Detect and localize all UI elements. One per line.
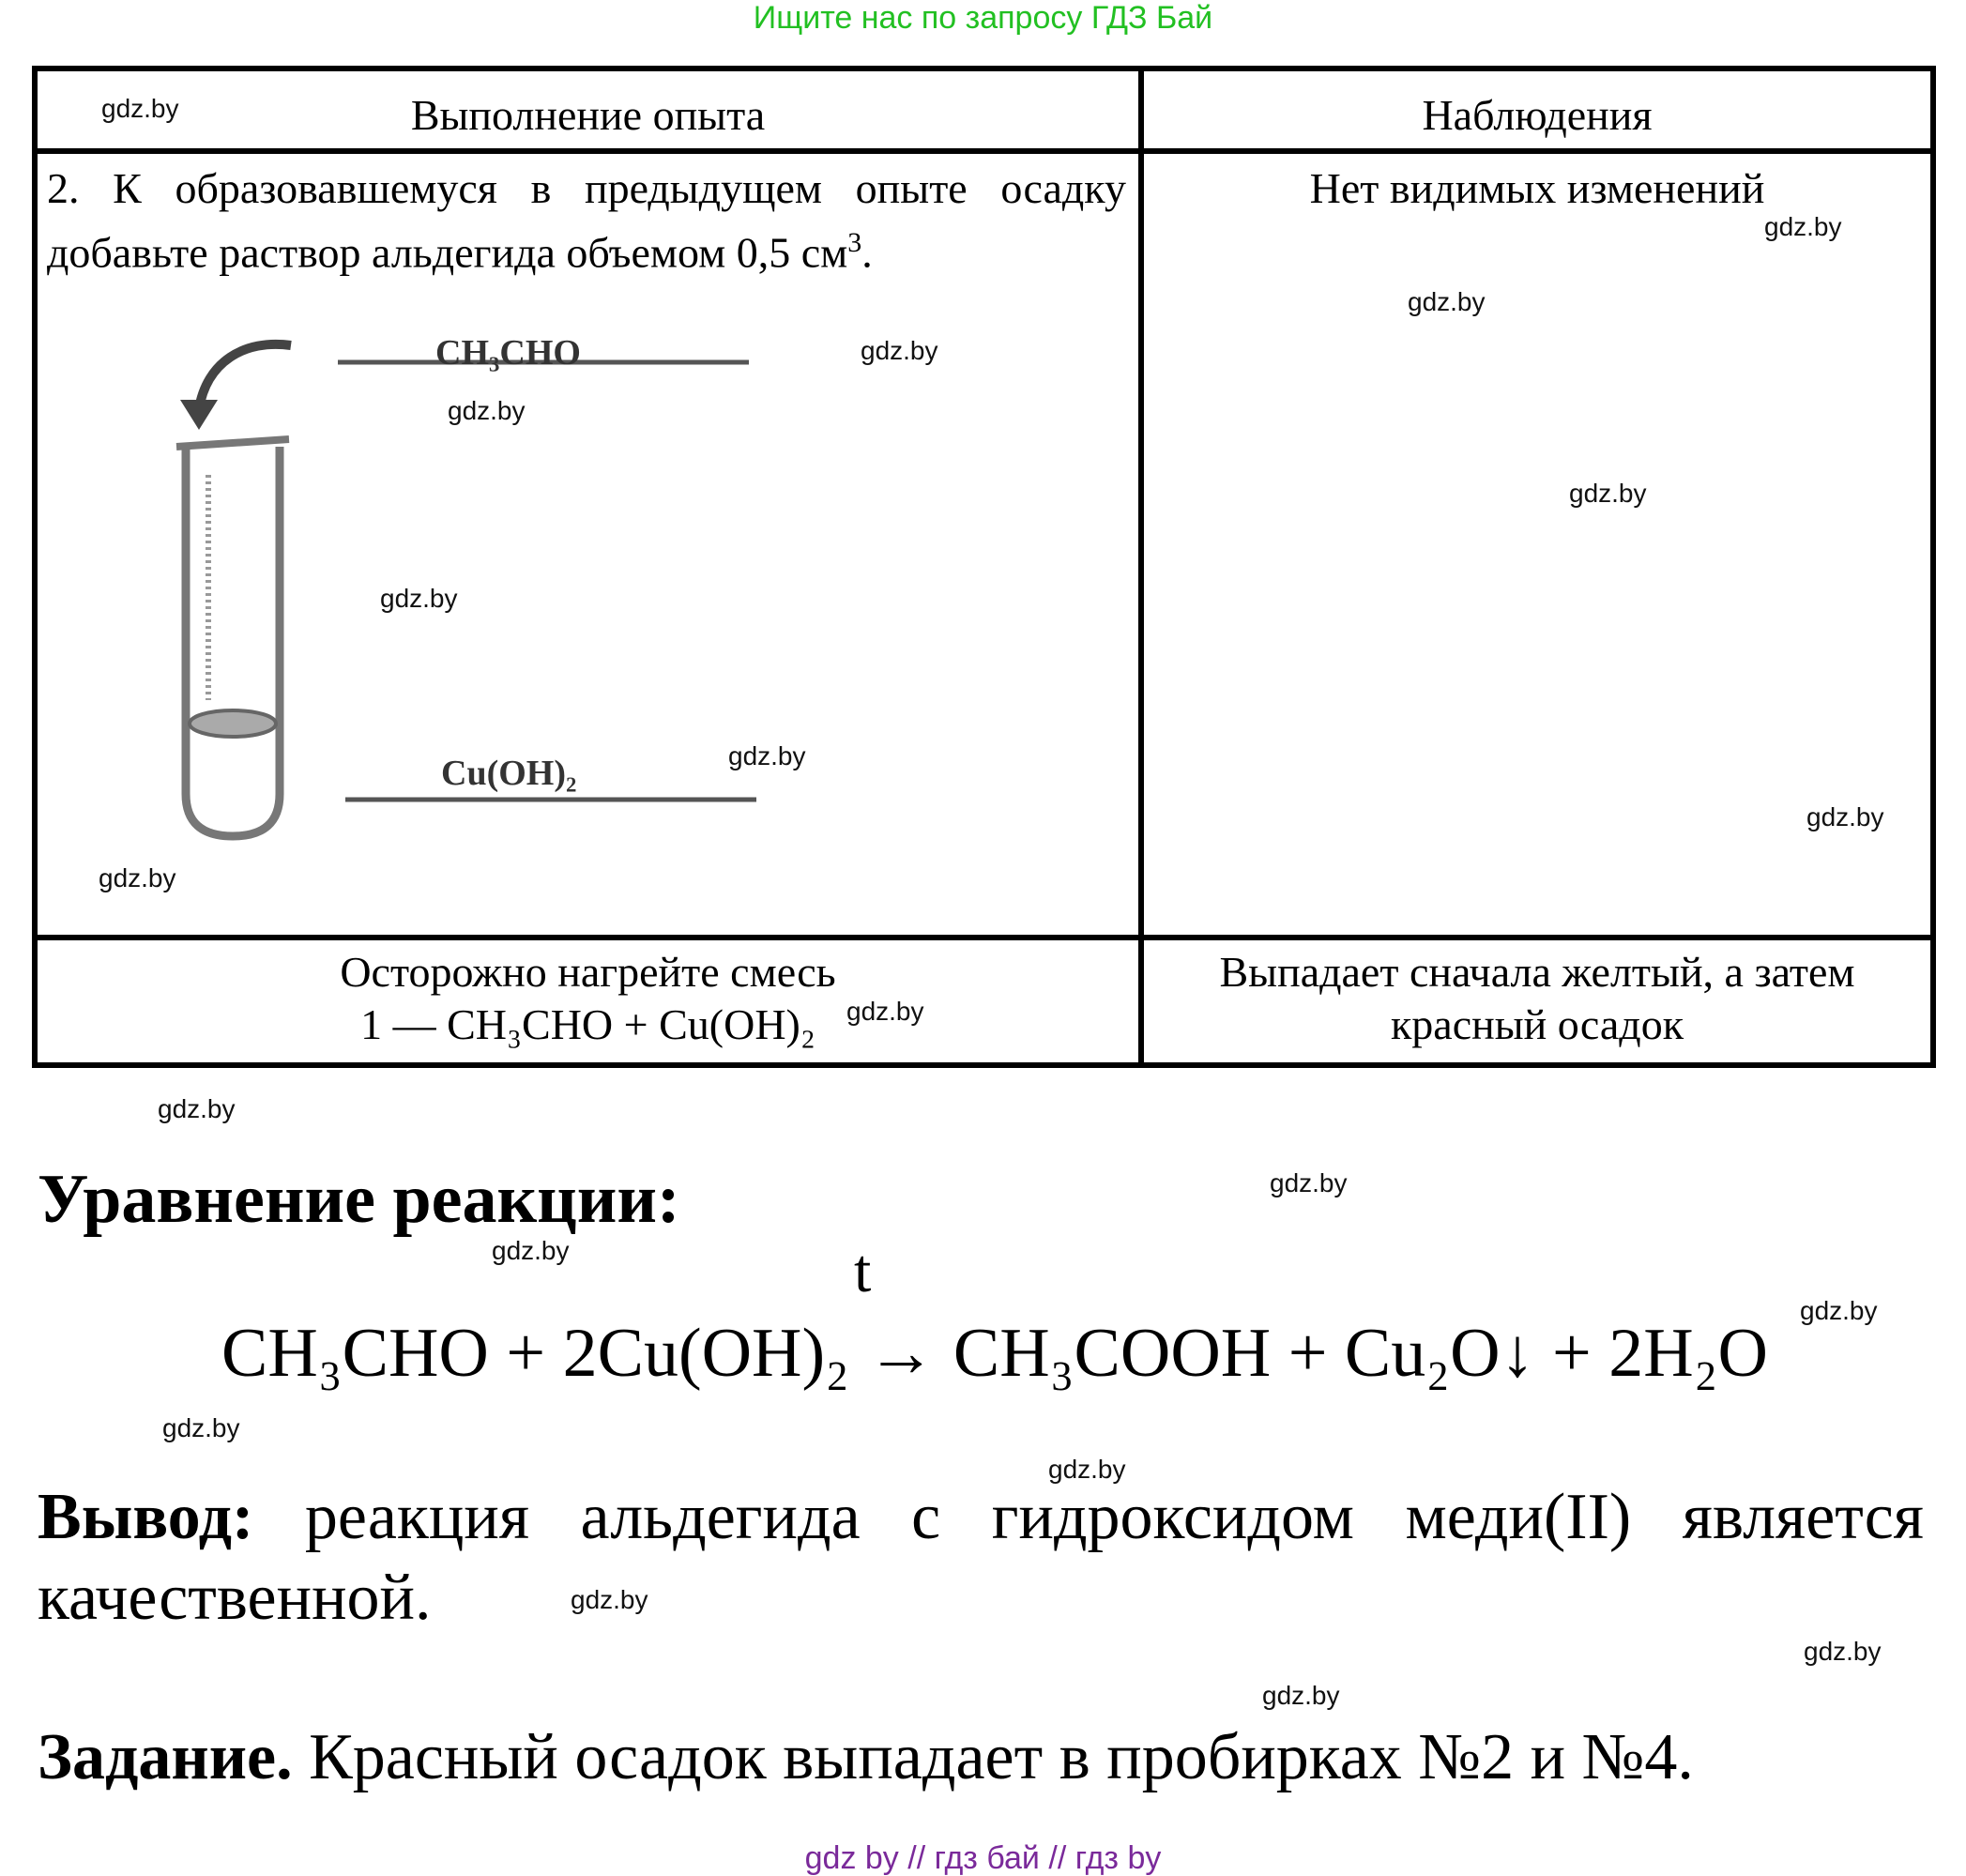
- watermark: gdz.by: [448, 396, 526, 425]
- pour-arrowhead: [180, 400, 218, 430]
- step-text-end: .: [861, 228, 873, 277]
- watermark: gdz.by: [728, 741, 806, 770]
- task: [38, 1717, 1924, 1798]
- watermark: gdz.by: [1804, 1637, 1882, 1666]
- watermark: gdz.by: [1569, 479, 1647, 508]
- label-copper-hydroxide: Cu(OH)₂: [441, 754, 577, 793]
- step-instruction: [47, 161, 1126, 280]
- step-text-sup: 3: [847, 227, 862, 258]
- table-divider: [1138, 71, 1144, 1062]
- experiment-table: [32, 66, 1936, 1068]
- watermark: gdz.by: [1048, 1455, 1126, 1484]
- heat-line-2: 1 — CH₃CHO + Cu(OH)₂: [360, 1000, 815, 1048]
- watermark: gdz.by: [1764, 212, 1842, 241]
- observation-2-line-1: Выпадает сначала желтый, а затем: [1219, 948, 1855, 996]
- step-text: 2. К образовавшемуся в предыдущем опыте осадку добавьте раствор альдегида объемом 0,5 см: [47, 164, 1126, 277]
- watermark: gdz.by: [492, 1236, 570, 1265]
- header-procedure: Выполнение опыта: [410, 91, 766, 139]
- liquid-surface: [190, 710, 276, 737]
- watermark: gdz.by: [1262, 1681, 1340, 1710]
- footer-links: gdz by // гдз бай // гдз by: [804, 1840, 1162, 1876]
- watermark: gdz.by: [158, 1094, 236, 1123]
- observation-2: [1144, 946, 1930, 1051]
- label-acetaldehyde: CH₃CHO: [435, 333, 581, 373]
- conclusion: [38, 1477, 1924, 1639]
- watermark: gdz.by: [1800, 1296, 1878, 1325]
- watermark: gdz.by: [571, 1585, 648, 1614]
- pour-arrow: [199, 344, 291, 409]
- task-text: Красный осадок выпадает в пробирках №2 и №4.: [292, 1721, 1694, 1793]
- watermark: gdz.by: [846, 997, 924, 1026]
- reaction-condition: t: [854, 1237, 872, 1305]
- observation-1: Нет видимых изменений: [1309, 164, 1765, 212]
- equation-heading: Уравнение реакции:: [38, 1161, 680, 1238]
- reaction-equation: CH₃CHO + 2Cu(OH)₂ → CH₃COOH + Cu₂O↓ + 2H₂O: [221, 1315, 1768, 1392]
- heat-instruction: [38, 946, 1138, 1051]
- watermark: gdz.by: [1806, 802, 1884, 831]
- watermark: gdz.by: [99, 863, 176, 892]
- task-label: Задание.: [38, 1721, 293, 1793]
- search-banner: Ищите нас по запросу ГДЗ Бай: [753, 0, 1213, 36]
- conclusion-label: Вывод:: [38, 1481, 254, 1553]
- header-observations: Наблюдения: [1422, 91, 1653, 139]
- watermark: gdz.by: [861, 336, 938, 365]
- heat-line-1: Осторожно нагрейте смесь: [340, 948, 836, 996]
- conclusion-text: реакция альдегида с гидроксидом меди(II) является качественной.: [38, 1481, 1924, 1634]
- table-divider: [38, 148, 1930, 154]
- observation-2-line-2: красный осадок: [1390, 1000, 1684, 1048]
- table-divider: [38, 935, 1930, 940]
- watermark: gdz.by: [162, 1413, 240, 1442]
- watermark: gdz.by: [101, 94, 179, 123]
- watermark: gdz.by: [380, 584, 458, 613]
- watermark: gdz.by: [1270, 1168, 1348, 1197]
- test-tube-rim: [176, 439, 289, 447]
- test-tube: [186, 447, 280, 836]
- watermark: gdz.by: [1408, 287, 1486, 316]
